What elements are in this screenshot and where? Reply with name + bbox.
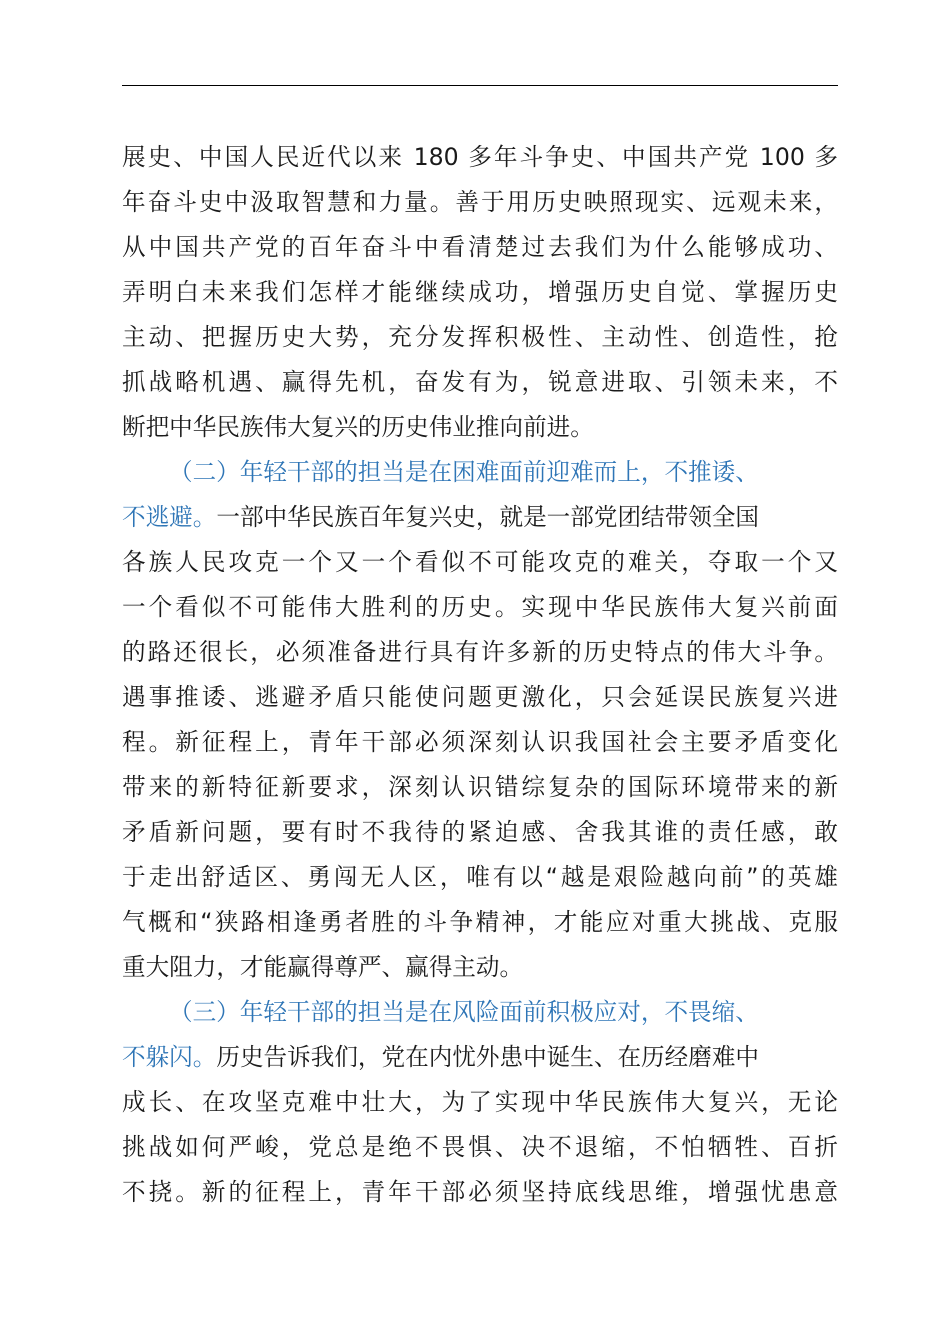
paragraph-line xyxy=(122,855,838,900)
paragraph-line xyxy=(122,360,838,405)
body-text-span: 气概和“狭路相逢勇者胜的斗争精神，才能应对重大挑战、克服 xyxy=(122,908,838,936)
body-text-span: 的路还很长，必须准备进行具有许多新的历史特点的伟大斗争。 xyxy=(122,638,838,666)
paragraph-line xyxy=(122,630,838,675)
body-text-span: 各族人民攻克一个又一个看似不可能攻克的难关，夺取一个又 xyxy=(122,548,838,576)
paragraph-line xyxy=(122,585,838,630)
body-text xyxy=(122,135,838,1215)
paragraph-line xyxy=(122,225,838,270)
body-text-span: 成长、在攻坚克难中壮大，为了实现中华民族伟大复兴，无论 xyxy=(122,1088,838,1116)
body-text-span: 抓战略机遇、赢得先机，奋发有为，锐意进取、引领未来，不 xyxy=(122,368,838,396)
section-heading: 不躲闪。 xyxy=(122,1043,217,1071)
body-text-span: 一个看似不可能伟大胜利的历史。实现中华民族伟大复兴前面 xyxy=(122,593,838,621)
body-text-span: 挑战如何严峻，党总是绝不畏惧、决不退缩，不怕牺牲、百折 xyxy=(122,1133,838,1161)
section-heading-line xyxy=(122,450,838,495)
paragraph-line xyxy=(122,810,838,855)
body-text-span: 年奋斗史中汲取智慧和力量。善于用历史映照现实、远观未来， xyxy=(122,188,838,216)
paragraph-line xyxy=(122,720,838,765)
body-text-span: 历史告诉我们，党在内忧外患中诞生、在历经磨难中 xyxy=(216,1043,760,1071)
section-heading: （二）年轻干部的担当是在困难面前迎难而上，不推诿、 xyxy=(169,458,759,486)
body-text-span: 从中国共产党的百年奋斗中看清楚过去我们为什么能够成功、 xyxy=(122,233,838,261)
paragraph-line xyxy=(122,270,838,315)
paragraph-line xyxy=(122,1080,838,1125)
paragraph-line xyxy=(122,1035,838,1080)
paragraph-line xyxy=(122,315,838,360)
paragraph-line xyxy=(122,765,838,810)
body-text-span: 一部中华民族百年复兴史，就是一部党团结带领全国 xyxy=(216,503,760,531)
paragraph-line xyxy=(122,540,838,585)
body-text-span: 程。新征程上，青年干部必须深刻认识我国社会主要矛盾变化 xyxy=(122,728,838,756)
paragraph-line xyxy=(122,135,838,180)
section-heading: 不逃避。 xyxy=(122,503,217,531)
body-text-span: 弄明白未来我们怎样才能继续成功，增强历史自觉、掌握历史 xyxy=(122,278,838,306)
body-text-span: 主动、把握历史大势，充分发挥积极性、主动性、创造性，抢 xyxy=(122,323,838,351)
header-rule xyxy=(122,85,838,86)
body-text-span: 遇事推诿、逃避矛盾只能使问题更激化，只会延误民族复兴进 xyxy=(122,683,838,711)
paragraph-line xyxy=(122,900,838,945)
section-heading: （三）年轻干部的担当是在风险面前积极应对，不畏缩、 xyxy=(169,998,759,1026)
section-heading-line xyxy=(122,990,838,1035)
body-text-span: 展史、中国人民近代以来 180 多年斗争史、中国共产党 100 多 xyxy=(122,143,838,171)
body-text-span: 于走出舒适区、勇闯无人区，唯有以“越是艰险越向前”的英雄 xyxy=(122,863,838,891)
body-text-span: 矛盾新问题，要有时不我待的紧迫感、舍我其谁的责任感，敢 xyxy=(122,818,838,846)
paragraph-line xyxy=(122,675,838,720)
paragraph-line xyxy=(122,1170,838,1215)
paragraph-line xyxy=(122,945,838,990)
paragraph-line xyxy=(122,1125,838,1170)
paragraph-line xyxy=(122,405,838,450)
paragraph-line xyxy=(122,495,838,540)
paragraph-line xyxy=(122,180,838,225)
body-text-span: 带来的新特征新要求，深刻认识错综复杂的国际环境带来的新 xyxy=(122,773,838,801)
body-text-span: 重大阻力，才能赢得尊严、赢得主动。 xyxy=(122,953,524,981)
body-text-span: 断把中华民族伟大复兴的历史伟业推向前进。 xyxy=(122,413,594,441)
body-text-span: 不挠。新的征程上，青年干部必须坚持底线思维，增强忧患意 xyxy=(122,1178,838,1206)
